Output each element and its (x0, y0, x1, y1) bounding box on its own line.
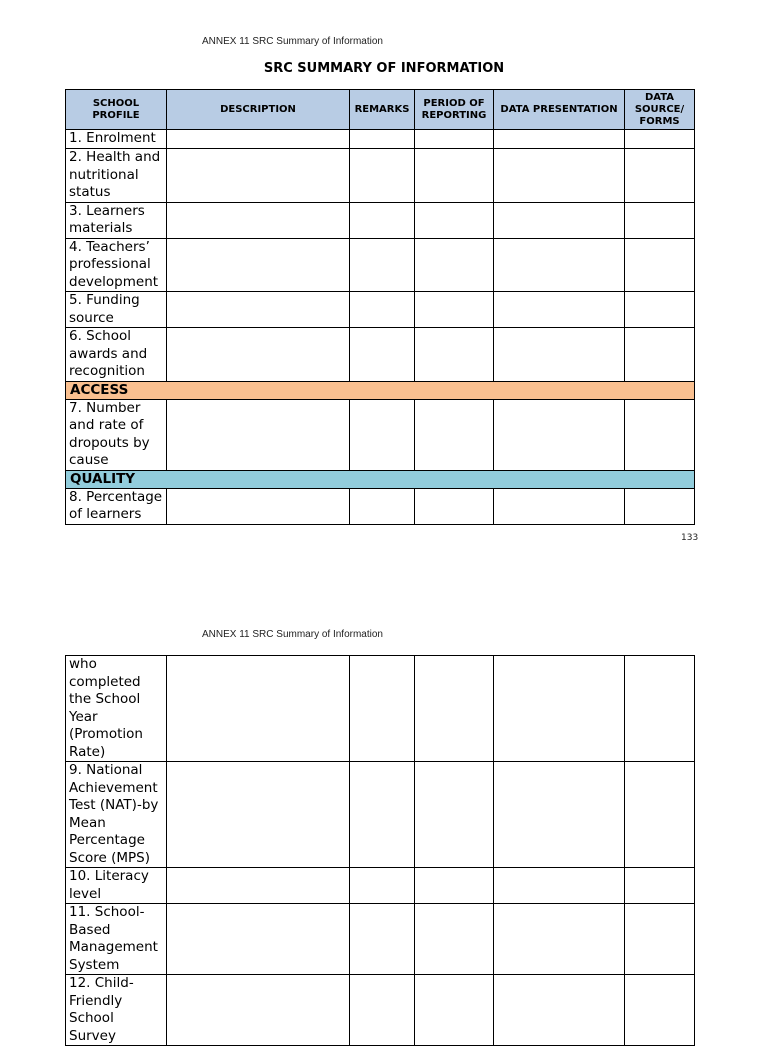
description-cell[interactable] (167, 762, 350, 868)
description-cell[interactable] (167, 656, 350, 762)
row-label: 1. Enrolment (66, 130, 167, 149)
presentation-cell[interactable] (494, 328, 625, 382)
source-cell[interactable] (625, 762, 695, 868)
period-cell[interactable] (415, 399, 494, 470)
table-row (66, 202, 695, 238)
remarks-cell[interactable] (350, 328, 415, 382)
row-label: 3. Learners materials (66, 202, 167, 238)
period-cell[interactable] (415, 328, 494, 382)
description-cell[interactable] (167, 328, 350, 382)
presentation-cell[interactable] (494, 762, 625, 868)
section-label: ACCESS (66, 381, 695, 399)
row-label: 9. National Achievement Test (NAT)-by Mean Percentage Score (MPS) (66, 762, 167, 868)
summary-table-page-2 (65, 655, 695, 1046)
presentation-cell[interactable] (494, 656, 625, 762)
remarks-cell[interactable] (350, 238, 415, 292)
period-cell[interactable] (415, 130, 494, 149)
section-label: QUALITY (66, 470, 695, 488)
period-cell[interactable] (415, 488, 494, 524)
presentation-cell[interactable] (494, 202, 625, 238)
presentation-cell[interactable] (494, 868, 625, 904)
document-title: SRC SUMMARY OF INFORMATION (263, 61, 505, 76)
row-label: 7. Number and rate of dropouts by cause (66, 399, 167, 470)
period-cell[interactable] (415, 904, 494, 975)
row-label: 6. School awards and recognition (66, 328, 167, 382)
source-cell[interactable] (625, 292, 695, 328)
row-label: 11. School-Based Management System (66, 904, 167, 975)
source-cell[interactable] (625, 656, 695, 762)
table-row (66, 130, 695, 149)
description-cell[interactable] (167, 868, 350, 904)
remarks-cell[interactable] (350, 130, 415, 149)
column-header: DESCRIPTION (167, 90, 350, 130)
table-row (66, 904, 695, 975)
presentation-cell[interactable] (494, 904, 625, 975)
column-header: DATA PRESENTATION (494, 90, 625, 130)
table-row (66, 238, 695, 292)
remarks-cell[interactable] (350, 975, 415, 1046)
table-row (66, 868, 695, 904)
description-cell[interactable] (167, 130, 350, 149)
description-cell[interactable] (167, 399, 350, 470)
period-cell[interactable] (415, 762, 494, 868)
summary-table-page-1 (65, 89, 695, 525)
table-row (66, 292, 695, 328)
table-row (66, 328, 695, 382)
section-band-access (66, 381, 695, 399)
presentation-cell[interactable] (494, 399, 625, 470)
source-cell[interactable] (625, 399, 695, 470)
section-band-quality (66, 470, 695, 488)
description-cell[interactable] (167, 975, 350, 1046)
source-cell[interactable] (625, 328, 695, 382)
period-cell[interactable] (415, 975, 494, 1046)
remarks-cell[interactable] (350, 656, 415, 762)
row-label: 10. Literacy level (66, 868, 167, 904)
source-cell[interactable] (625, 868, 695, 904)
row-label: 4. Teachers’ professional development (66, 238, 167, 292)
description-cell[interactable] (167, 488, 350, 524)
remarks-cell[interactable] (350, 292, 415, 328)
description-cell[interactable] (167, 292, 350, 328)
presentation-cell[interactable] (494, 238, 625, 292)
column-header: DATA SOURCE/ FORMS (625, 90, 695, 130)
period-cell[interactable] (415, 202, 494, 238)
column-header: SCHOOL PROFILE (66, 90, 167, 130)
remarks-cell[interactable] (350, 868, 415, 904)
period-cell[interactable] (415, 238, 494, 292)
presentation-cell[interactable] (494, 975, 625, 1046)
presentation-cell[interactable] (494, 130, 625, 149)
row-label: 12. Child-Friendly School Survey (66, 975, 167, 1046)
source-cell[interactable] (625, 202, 695, 238)
table-row (66, 399, 695, 470)
source-cell[interactable] (625, 130, 695, 149)
row-label: 2. Health and nutritional status (66, 149, 167, 203)
remarks-cell[interactable] (350, 904, 415, 975)
remarks-cell[interactable] (350, 762, 415, 868)
presentation-cell[interactable] (494, 149, 625, 203)
table-row (66, 975, 695, 1046)
period-cell[interactable] (415, 868, 494, 904)
table-row (66, 149, 695, 203)
remarks-cell[interactable] (350, 488, 415, 524)
column-header: REMARKS (350, 90, 415, 130)
table-row (66, 762, 695, 868)
row-label: 5. Funding source (66, 292, 167, 328)
column-header: PERIOD OF REPORTING (415, 90, 494, 130)
table-row (66, 488, 695, 524)
description-cell[interactable] (167, 202, 350, 238)
source-cell[interactable] (625, 238, 695, 292)
remarks-cell[interactable] (350, 202, 415, 238)
description-cell[interactable] (167, 238, 350, 292)
source-cell[interactable] (625, 149, 695, 203)
annex-header: ANNEX 11 SRC Summary of Information (202, 36, 383, 47)
presentation-cell[interactable] (494, 488, 625, 524)
page-number: 133 (681, 533, 699, 543)
source-cell[interactable] (625, 904, 695, 975)
source-cell[interactable] (625, 975, 695, 1046)
remarks-cell[interactable] (350, 399, 415, 470)
row-label: who completed the School Year (Promotion Rate) (66, 656, 167, 762)
presentation-cell[interactable] (494, 292, 625, 328)
period-cell[interactable] (415, 656, 494, 762)
table-row (66, 656, 695, 762)
period-cell[interactable] (415, 292, 494, 328)
source-cell[interactable] (625, 488, 695, 524)
description-cell[interactable] (167, 904, 350, 975)
row-label: 8. Percentage of learners (66, 488, 167, 524)
table-header-row (66, 90, 695, 130)
remarks-cell[interactable] (350, 149, 415, 203)
description-cell[interactable] (167, 149, 350, 203)
annex-header: ANNEX 11 SRC Summary of Information (202, 629, 383, 640)
period-cell[interactable] (415, 149, 494, 203)
